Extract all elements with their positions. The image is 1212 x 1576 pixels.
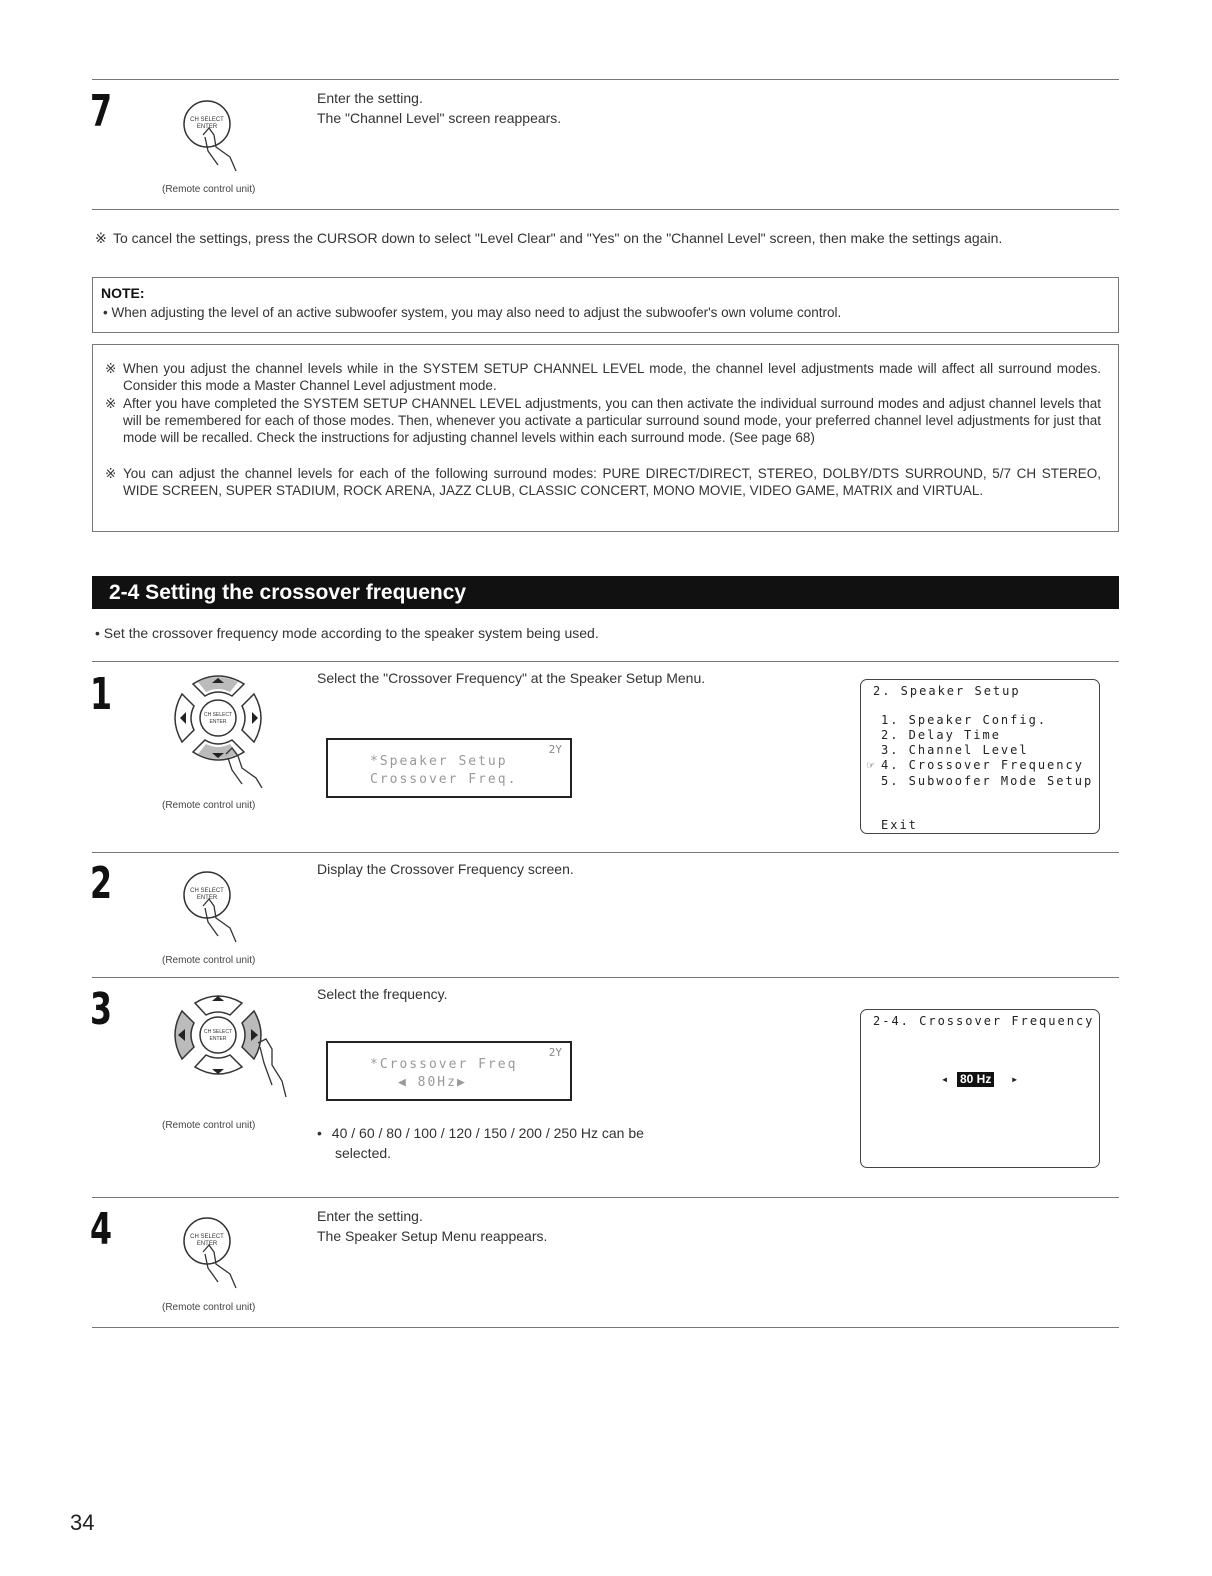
osd-menu-item: 1. Speaker Config. — [881, 713, 1048, 727]
osd-menu-item-selected: 4. Crossover Frequency — [881, 758, 1084, 772]
lcd-line-1: *Crossover Freq — [370, 1057, 518, 1072]
lcd-line-2: Crossover Freq. — [370, 772, 518, 787]
divider — [92, 977, 1119, 978]
osd-exit: Exit — [881, 818, 918, 832]
osd-title: 2. Speaker Setup — [873, 684, 1021, 698]
note-text: When adjusting the level of an active subwoofer system, you may also need to adjust the subwoofer's own volume control. — [111, 305, 842, 320]
enter-button-hand-icon — [178, 95, 258, 175]
svg-text:ENTER: ENTER — [196, 895, 218, 901]
lcd-line-2: ◀ 80Hz▶ — [398, 1075, 467, 1090]
step-7-line-1: Enter the setting. — [317, 90, 423, 106]
svg-text:CH SELECT: CH SELECT — [203, 712, 233, 718]
osd-cursor-icon: ☞ — [867, 758, 875, 772]
svg-text:CH SELECT: CH SELECT — [190, 888, 224, 894]
section-intro — [95, 623, 599, 643]
step-number-3: 3 — [90, 984, 113, 1035]
remote-label: (Remote control unit) — [162, 184, 256, 195]
intro-text: Set the crossover frequency mode according to the speaker system being used. — [103, 625, 599, 641]
remote-label: (Remote control unit) — [162, 800, 256, 811]
step-3-text: Select the frequency. — [317, 986, 448, 1002]
step-4-line-2: The Speaker Setup Menu reappears. — [317, 1228, 548, 1244]
info-item-text: When you adjust the channel levels while in the SYSTEM SETUP CHANNEL LEVEL mode, the channel level adjustments made will affect all surround modes. Consider this mode a Master Channel Level adjustment mode. — [123, 361, 1101, 393]
lcd-line-1: *Speaker Setup — [370, 754, 508, 769]
osd-menu-item: 2. Delay Time — [881, 728, 1001, 742]
lcd-channel: 2Y — [548, 1046, 562, 1059]
osd-frequency-value: 80 Hz — [957, 1072, 994, 1087]
note-box — [92, 277, 1119, 333]
info-mark: ※ — [105, 396, 117, 411]
cancel-note-text: To cancel the settings, press the CURSOR down to select "Level Clear" and "Yes" on the "Channel Level" screen, then make the settings again. — [113, 230, 1003, 246]
remote-label: (Remote control unit) — [162, 955, 256, 966]
cursor-pad-left-right-icon — [160, 985, 290, 1105]
step-2-text: Display the Crossover Frequency screen. — [317, 861, 574, 877]
section-heading: 2-4 Setting the crossover frequency — [92, 576, 1119, 609]
svg-text:CH SELECT: CH SELECT — [190, 117, 224, 123]
note-mark: ※ — [95, 230, 107, 246]
svg-text:ENTER: ENTER — [196, 1241, 218, 1247]
osd-title: 2-4. Crossover Frequency — [873, 1014, 1095, 1028]
frequency-note-line-1 — [317, 1123, 644, 1143]
step-number-4: 4 — [90, 1204, 113, 1255]
right-arrow-icon: ▸ — [1011, 1072, 1019, 1086]
svg-text:ENTER: ENTER — [196, 124, 218, 130]
info-mark: ※ — [105, 466, 117, 481]
step-number-1: 1 — [90, 669, 113, 720]
divider-top — [92, 79, 1119, 80]
cursor-pad-icon — [168, 668, 278, 788]
divider — [92, 852, 1119, 853]
lcd-channel: 2Y — [548, 743, 562, 756]
lcd-display-step-3 — [326, 1041, 572, 1101]
cancel-note — [95, 229, 1119, 248]
svg-text:CH SELECT: CH SELECT — [203, 1029, 233, 1035]
lcd-display-step-1 — [326, 738, 572, 798]
remote-label: (Remote control unit) — [162, 1302, 256, 1313]
divider — [92, 1197, 1119, 1198]
step-number-2: 2 — [90, 858, 113, 909]
enter-button-hand-icon — [178, 866, 258, 946]
divider — [92, 209, 1119, 210]
step-1-text: Select the "Crossover Frequency" at the Speaker Setup Menu. — [317, 670, 706, 686]
info-box — [92, 344, 1119, 532]
note-text-line — [103, 305, 841, 320]
left-arrow-icon: ◂ — [941, 1072, 949, 1086]
svg-text:ENTER: ENTER — [209, 719, 227, 725]
enter-button-hand-icon — [178, 1212, 258, 1292]
info-item — [105, 360, 1101, 394]
step-4-line-1: Enter the setting. — [317, 1208, 423, 1224]
info-item-text: You can adjust the channel levels for each of the following surround modes: PURE DIRECT/DIRECT, STEREO, DOLBY/DTS SURROUND, 5/7 CH STEREO, WIDE SCREEN, SUPER STADIUM, ROCK ARENA, JAZZ CLUB, CLASSIC CONCERT, MONO MOVIE, VIDEO GAME, MATRIX and VIRTUAL. — [123, 466, 1101, 498]
note-bullet: • — [103, 305, 108, 320]
remote-label: (Remote control unit) — [162, 1120, 256, 1131]
frequency-note-line-2: selected. — [335, 1145, 392, 1161]
info-mark: ※ — [105, 361, 117, 376]
osd-speaker-setup-menu — [860, 679, 1100, 834]
svg-text:CH SELECT: CH SELECT — [190, 1234, 224, 1240]
osd-crossover-frequency — [860, 1009, 1100, 1168]
frequency-bullet: • — [317, 1125, 322, 1141]
page-number: 34 — [70, 1510, 95, 1535]
frequency-note: 40 / 60 / 80 / 100 / 120 / 150 / 200 / 250 Hz can be — [331, 1125, 644, 1141]
divider-bottom — [92, 1327, 1119, 1328]
note-title: NOTE: — [101, 285, 145, 301]
step-number-7: 7 — [90, 86, 113, 137]
step-7-line-2: The "Channel Level" screen reappears. — [317, 110, 562, 126]
info-item-text: After you have completed the SYSTEM SETUP CHANNEL LEVEL adjustments, you can then activate the individual surround modes and adjust channel levels that will be remembered for each of those modes. Then, whenever you activate a particular surround sound mode, your preferred channel level adjustments for just that mode will be recalled. Check the instructions for adjusting channel levels within each surround mode. (See page 68) — [123, 396, 1101, 445]
intro-bullet: • — [95, 625, 100, 641]
osd-menu-item: 3. Channel Level — [881, 743, 1029, 757]
svg-text:ENTER: ENTER — [209, 1036, 227, 1042]
info-item — [105, 395, 1101, 446]
info-item — [105, 465, 1101, 499]
divider — [92, 661, 1119, 662]
osd-menu-item: 5. Subwoofer Mode Setup — [881, 774, 1094, 788]
